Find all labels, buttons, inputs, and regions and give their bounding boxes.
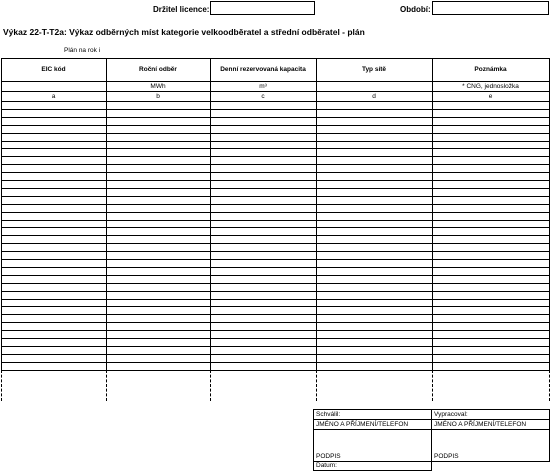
table-row bbox=[1, 306, 550, 307]
approved-label: Schválil: bbox=[316, 411, 341, 418]
prepared-sign-label: PODPIS bbox=[434, 453, 459, 460]
column-continuation bbox=[316, 370, 317, 401]
table-row bbox=[1, 212, 550, 213]
column-unit: MWh bbox=[150, 83, 166, 90]
prepared-label: Vypracoval: bbox=[434, 411, 468, 418]
table-row bbox=[1, 188, 550, 189]
table-row bbox=[1, 117, 550, 118]
prepared-name-label: JMÉNO A PŘÍJMENÍ/TELEFON bbox=[434, 421, 527, 428]
table-row bbox=[1, 125, 550, 126]
table-row bbox=[1, 133, 550, 134]
column-unit bbox=[316, 82, 432, 91]
table-row bbox=[1, 275, 550, 276]
table-row bbox=[1, 227, 550, 228]
column-letter: e bbox=[488, 93, 493, 100]
table-rule bbox=[1, 101, 550, 102]
table-row bbox=[1, 109, 550, 110]
column-letter: a bbox=[51, 93, 56, 100]
column-rule bbox=[106, 58, 107, 370]
period-label: Období: bbox=[400, 5, 431, 14]
column-letter: b bbox=[156, 93, 160, 100]
table-row bbox=[1, 235, 550, 236]
table-row bbox=[1, 141, 550, 142]
column-continuation bbox=[1, 370, 2, 401]
table-row bbox=[1, 314, 550, 315]
approved-name-label: JMÉNO A PŘÍJMENÍ/TELEFON bbox=[316, 421, 409, 428]
table-row bbox=[1, 267, 550, 268]
holder-label: Držitel licence: bbox=[153, 5, 210, 14]
approved-sign-label: PODPIS bbox=[316, 453, 341, 460]
column-header: Denní rezervovaná kapacita bbox=[220, 66, 306, 73]
table-row bbox=[1, 251, 550, 252]
table-row bbox=[1, 362, 550, 363]
table-row bbox=[1, 291, 550, 292]
plan-label: Plán na rok i bbox=[64, 47, 101, 54]
table-row bbox=[1, 330, 550, 331]
table-row bbox=[1, 180, 550, 181]
column-rule bbox=[210, 58, 211, 370]
column-rule bbox=[316, 58, 317, 370]
table-row bbox=[1, 338, 550, 339]
table-row bbox=[1, 196, 550, 197]
column-header: Poznámka bbox=[474, 66, 507, 73]
column-continuation bbox=[106, 370, 107, 401]
column-unit: * CNG, jednosložka bbox=[462, 83, 519, 90]
table-row bbox=[1, 283, 550, 284]
column-letter: c bbox=[261, 93, 265, 100]
column-header: EIC kód bbox=[41, 66, 66, 73]
table-row bbox=[1, 259, 550, 260]
table-row bbox=[1, 354, 550, 355]
column-continuation bbox=[210, 370, 211, 401]
column-unit: m³ bbox=[259, 83, 267, 90]
table-row bbox=[1, 322, 550, 323]
column-rule bbox=[432, 58, 433, 370]
column-header: Roční odběr bbox=[139, 66, 177, 73]
table-row bbox=[1, 172, 550, 173]
date-label: Datum: bbox=[316, 462, 337, 469]
table-row bbox=[1, 164, 550, 165]
column-letter: d bbox=[372, 93, 376, 100]
table-row bbox=[1, 148, 550, 149]
report-title: Výkaz 22-T-T2a: Výkaz odběrných míst kategorie velkoodběratel a střední odběratel - plán bbox=[3, 27, 365, 37]
table-row bbox=[1, 370, 550, 371]
column-unit bbox=[1, 82, 106, 91]
table-row bbox=[1, 243, 550, 244]
table-row bbox=[1, 156, 550, 157]
table-row bbox=[1, 220, 550, 221]
table-row bbox=[1, 346, 550, 347]
column-rule bbox=[1, 58, 2, 370]
table-row bbox=[1, 299, 550, 300]
signature-block bbox=[313, 409, 550, 471]
column-header: Typ sítě bbox=[361, 66, 387, 73]
table-row bbox=[1, 204, 550, 205]
column-continuation bbox=[432, 370, 433, 401]
